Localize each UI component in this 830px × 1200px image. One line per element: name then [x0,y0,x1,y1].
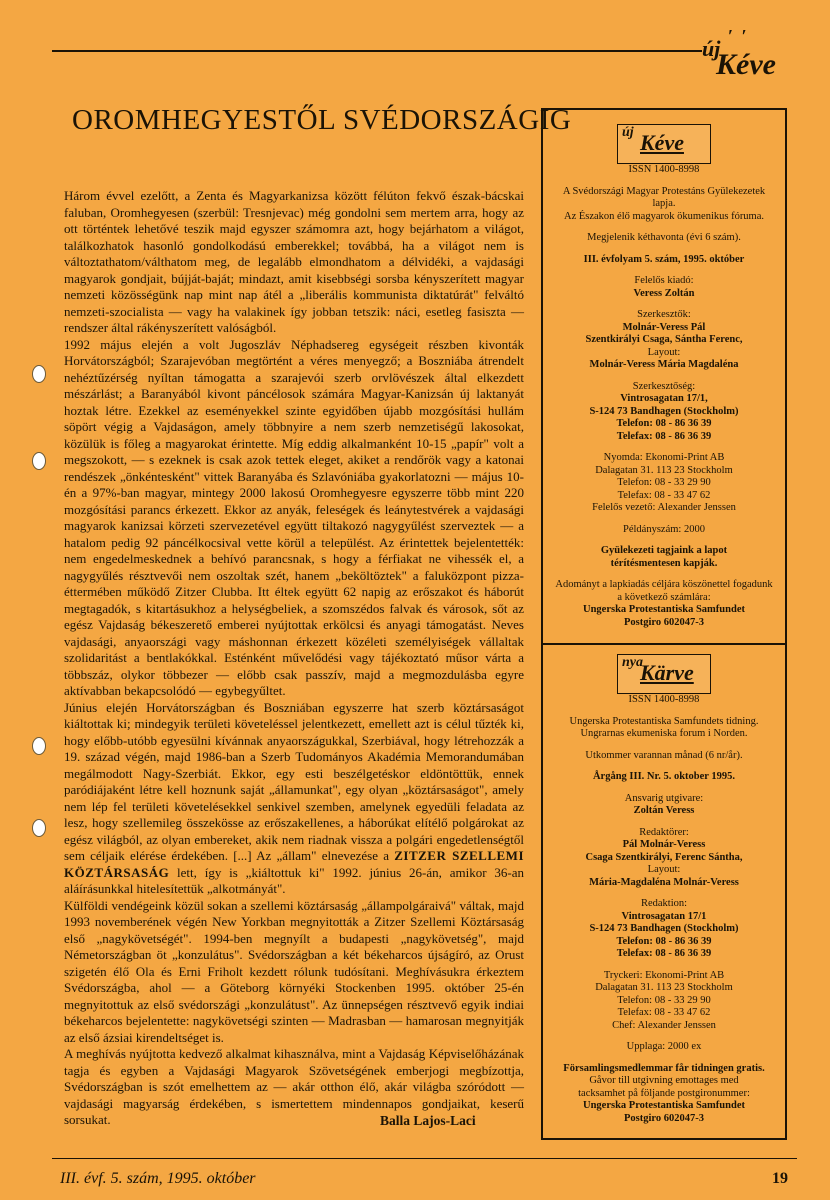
colophon-line: Mária-Magdaléna Molnár-Veress [589,876,739,888]
colophon-line: ISSN 1400-8998 [628,164,700,175]
footer-issue: III. évf. 5. szám, 1995. október [60,1170,256,1187]
colophon-spacer [543,889,785,898]
colophon-line: A Svédországi Magyar Protestáns Gyülekezetek [562,185,766,197]
page-number: 19 [772,1170,788,1187]
colophon-line: Zoltán Veress [633,805,695,816]
colophon-spacer [543,515,785,524]
colophon-line: Telefon: 08 - 33 29 90 [617,994,711,1006]
colophon-line: Felelős vezető: Alexander Jenssen [592,502,736,513]
colophon-line: Molnár-Veress Mária Magdaléna [589,359,739,370]
colophon-line: Adományt a lapkiadás céljára köszönettel fogadunk [555,579,773,590]
colophon-spacer [543,443,785,452]
colophon-spacer [543,266,785,275]
colophon-divider [543,643,785,645]
republic-name: ZITZER SZELLEMI KÖZTÁRSASÁG [64,848,525,880]
colophon-line: Molnár-Veress Pál [622,321,706,333]
colophon-spacer [543,784,785,793]
colophon-line: Dalagatan 31. 113 23 Stockholm [595,464,733,476]
article-paragraph-text: lett, így is „kiáltottuk ki" 1992. június 26-án, amikor 36-an aláírásunkkal hitelesítettük „alkotmányát". [64,864,524,896]
masthead-accent: ′ ′ [728,26,749,46]
colophon-spacer [543,570,785,579]
colophon-line: Gåvor till utgivning emottages med [589,1075,739,1086]
colophon-line: Felelős kiadó: [634,275,694,286]
colophon-line: S-124 73 Bandhagen (Stockholm) [589,923,739,934]
colophon-line: lapja. [652,198,676,209]
punch-hole [32,365,46,383]
masthead-rule [52,50,702,52]
colophon-line: Ansvarig utgivare: [624,792,704,804]
colophon-line: Vintrosagatan 17/1 [621,910,707,922]
colophon-line: Példányszám: 2000 [623,523,705,535]
colophon-line: S-124 73 Bandhagen (Stockholm) [589,405,739,417]
colophon-line: Vintrosagatan 17/1, [620,393,708,404]
colophon-line: Upplaga: 2000 ex [626,1041,702,1052]
colophon-line: Szerkesztők: [637,309,691,320]
colophon-line: Az Északon élő magyarok ökumenikus fóruma. [563,210,765,222]
colophon-logo-sv [617,654,711,694]
colophon-line: Ungerska Protestantiska Samfundets tidning. [569,715,759,727]
colophon-line: Szentkirályi Csaga, Sántha Ferenc, [585,334,743,345]
punch-hole [32,819,46,837]
colophon-spacer [543,223,785,232]
colophon-line: a következő számlára: [617,591,711,603]
article-paragraph: Három évvel ezelőtt, a Zenta és Magyarkanizsa között félúton fekvő észak-bácskai faluban, Oromhegyesen (szerbül: Tresnjevac) még gondolni sem mertem arra, hogy az ott történtek lehetővé teszik majd egyszer számomra azt, hogy bejárhatom a világot, találkozhatok hasonló gondolkodású emberekkel; továbbá, ha a világot nem is változtathatom/válthatom meg, de legalább elmondhatom a délvidéki, a vajdasági magyarok gondjait, bújját-baját; mindazt, amit kisebbségi sorsba kényszerített magyar nemzeti közösségünk nap mint nap átél a „liberális kommunista diktatúrát" felváltó nemzeti-szocialista — vagy ha valakinek így jobban tetszik: náci, esetleg fasiszta — rendszer által rákényszerített valóságból. [64,188,524,335]
article-paragraph-text: Június elején Horvátországban és Boszniában egyszerre hat szerb köztársaságot kiáltottak ki; mindegyik területi követeléssel jelentkezett, emellett azt is célul tűzték ki, hogy előbb-utóbb egyesülni kívánnak anyaországukkal, Szerbiával, hogy létrehozzák a 19. század végén, majd 1986-ban a Szerb Tudományos Akadémia Memorandumában megálmodott Nagy-Szerbiát. Ekkor, egy esti beszélgetéskor eldöntöttük, ennek paródiájaként létre kell hoznunk saját „államunkat", egy olyan „köztársaságot", amely nem lép fel területi követelésekkel senkivel szemben, amelynek egyedüli feladata az lesz, hogy szellemileg összekösse az erőszakellenes, a háborúkat elítélő polgárokat az egész világból, az olyan embereket, akik nem riadnak vissza a polgári engedetlenségtől sem céljaik elérése érdekében. [...] Az „állam" elnevezése a [64,699,524,863]
colophon-line: Telefax: 08 - 33 47 62 [617,1007,711,1018]
colophon-hungarian [543,124,785,629]
colophon-line: Ungerska Protestantiska Samfundet [583,604,745,615]
colophon-line: Telefax: 08 - 86 36 39 [616,430,712,442]
colophon-line: III. évfolyam 5. szám, 1995. október [583,253,745,265]
colophon-line: Årgång III. Nr. 5. oktober 1995. [592,771,736,782]
colophon-logo-name: Kärve [640,660,694,685]
article-title: OROMHEGYESTŐL SVÉDORSZÁGIG [72,104,572,136]
colophon-spacer [543,372,785,381]
colophon-line: Layout: [647,864,681,875]
punch-hole [32,737,46,755]
colophon-spacer [543,741,785,750]
colophon-line: Telefon: 08 - 86 36 39 [616,935,712,947]
colophon-line: Csaga Szentkirályi, Ferenc Sántha, [585,851,743,863]
article-body [64,188,524,1129]
colophon-line: térítésmentesen kapják. [610,557,718,569]
colophon-line: Nyomda: Ekonomi-Print AB [603,452,725,463]
colophon-logo-nya: nya [622,655,643,670]
colophon-line: Postgiro 602047-3 [623,1112,704,1124]
colophon-line: Pál Molnár-Veress [622,839,706,850]
article-paragraph [64,700,524,898]
colophon-spacer [543,1032,785,1041]
colophon-line: Utkommer varannan månad (6 nr/år). [585,749,743,761]
colophon-logo-name: Kéve [640,130,684,155]
colophon-line: Gyülekezeti tagjaink a lapot [600,545,728,556]
article-paragraph: A meghívás nyújtotta kedvező alkalmat kihasználva, mint a Vajdaság Képviselőházának tagja és egyben a Vajdasági Magyarok Szövetségének emberjogi megbízottja, Svédországban is szót emelhettem az — akár otthon élő, akár világba szóródott — vajdasági magyarság érdekében, s ismertettem mindennapos gondjaikat, keserű sorsukat. [64,1046,524,1127]
colophon-line: Redaktion: [640,898,688,909]
colophon-spacer [543,762,785,771]
masthead-name: Kéve [716,48,776,81]
colophon-spacer [543,961,785,970]
colophon-spacer [543,707,785,716]
colophon-spacer [543,536,785,545]
masthead-logo [702,22,798,80]
colophon-line: Tryckeri: Ekonomi-Print AB [603,969,725,981]
colophon-line: Telefon: 08 - 86 36 39 [616,418,712,429]
article-paragraph: Külföldi vendégeink közül sokan a szellemi köztársaság „állampolgáraivá" váltak, majd 1993 novemberének végén New Yorkban megnyitották a Zitzer Szellemi Köztársaság első „nagykövetségét". 1994-ben megnyílt a budapesti „nagykövetség", majd Németországban öt „konzulátus". Svédországban a két békeharcos újságíró, az Orust szigetén élő Ola és Erni Friholt kezdett rólunk tudósítani. Meghívásukra érkeztem Svédországba, ahol — a Göteborg környéki Stockenben 1995. október 25-én megnyitottuk az első svédországi „konzulátust". Az ünnepségen résztvevő egyik indiai békeharcos bejelentette: nagykövetségi szinten — Madrasban — hamarosan megnyitják az első ázsiai kirendeltséget is. [64,897,524,1045]
colophon-lines-hu [543,164,785,629]
colophon-line: Församlingsmedlemmar får tidningen gratis. [563,1062,765,1074]
colophon-line: Ungerska Protestantiska Samfundet [583,1100,745,1111]
colophon-spacer [543,177,785,186]
colophon-line: Postgiro 602047-3 [623,616,704,628]
colophon-line: Dalagatan 31. 113 23 Stockholm [595,982,733,993]
colophon-line: Ungrarnas ekumeniska forum i Norden. [580,728,748,739]
colophon-spacer [543,300,785,309]
colophon-line: Telefax: 08 - 33 47 62 [617,489,711,501]
colophon-line: Telefon: 08 - 33 29 90 [617,477,711,488]
colophon-line: Veress Zoltán [633,287,695,299]
colophon-lines-sv [543,694,785,1125]
colophon-spacer [543,245,785,254]
colophon-logo-hu [617,124,711,164]
footer-rule [52,1158,797,1159]
colophon-line: Megjelenik kéthavonta (évi 6 szám). [587,232,741,243]
colophon-line: Redaktörer: [639,826,689,838]
colophon-line: Chef: Alexander Jenssen [612,1019,716,1031]
colophon-line: ISSN 1400-8998 [628,694,700,705]
colophon-spacer [543,1054,785,1063]
colophon-line: tacksamhet på följande postgironummer: [578,1087,750,1099]
colophon-line: Telefax: 08 - 86 36 39 [616,948,712,959]
article-paragraph: 1992 május elején a volt Jugoszláv Néphadsereg egységeit részben kivonták Horvátországból; Szarajevóban megtörtént a véres menyegző; a Boszniába átrendelt nehéztűzérség nyíltan támogatta a szarajevói szerb orvlövészek által elkezdett mészárlást; a Baranyából kivont páncélosok számára Magyar-Kanizsán új laktanyát hoztak létre. Ezekkel az eseményekkel szinte egyidőben újabb mozgósítási hullám söpört végig a Vajdaságon, amely többnyire a nem szerb nemzetiségű lakosokat, közülük is főleg a magyarokat érintette. Míg eddig alkalmanként 10-15 „papír" volt a megszokott, — s ezeknek is csak azok tettek eleget, akiket a rendőrök vagy a katonai rendészek „önkéntesként" vittek Baranyába és Szlavóniába gyakorlatozni — május 10-én a 97%-ban magyar, mintegy 2000 lakosú Oromhegyesre egyszerre több mint 220 mozgósítási parancs érkezett. Ekkor az anyák, feleségek és leánytestvérek a vajdasági magyarok kanizsai körzeti szervezetével együtt tiltakozó nagygyűlést szerveztek — a hatalom pedig 92 páncélkocsival vette körül a települést. Az érintettek bejelentették: nem engedelmeskednek a behívó parancsnak, s hogy a férfiakat ne vihessék el, a nagygyűlés résztvevői nem oszoltak szét, hanem „beköltöztek" a faluközpont pizza-éttermében működő Zitzer Clubba. Itt éltek együtt 62 napig az erőszakot és háborút megtagadók, s kitartásukhoz a helységbeliek, a szomszédos falvak és városok, sőt az egész Vajdaság békeszerető emberei nyújtottak erkölcsi és anyagi támogatást. Neves vajdasági, anyaországi vagy máshonnan érkezett közéleti személyiségek vállaltak szolidaritást a bentlakókkal. Esténként művelődési vagy tájékoztató műsor várta a többszáz, olykor többezer — előbb csak passzív, majd a megmozdulásba egyre aktívabban bekapcsolódó — egybegyűltet. [64,336,524,698]
colophon-swedish [543,654,785,1125]
colophon-line: Layout: [647,346,681,358]
article-signature: Balla Lajos-Laci [380,1113,476,1128]
masthead-uj: új [702,36,721,61]
punch-hole [32,452,46,470]
colophon-spacer [543,818,785,827]
colophon-line: Szerkesztőség: [632,380,696,392]
colophon-box [541,108,787,1140]
colophon-logo-uj: új [622,125,634,140]
